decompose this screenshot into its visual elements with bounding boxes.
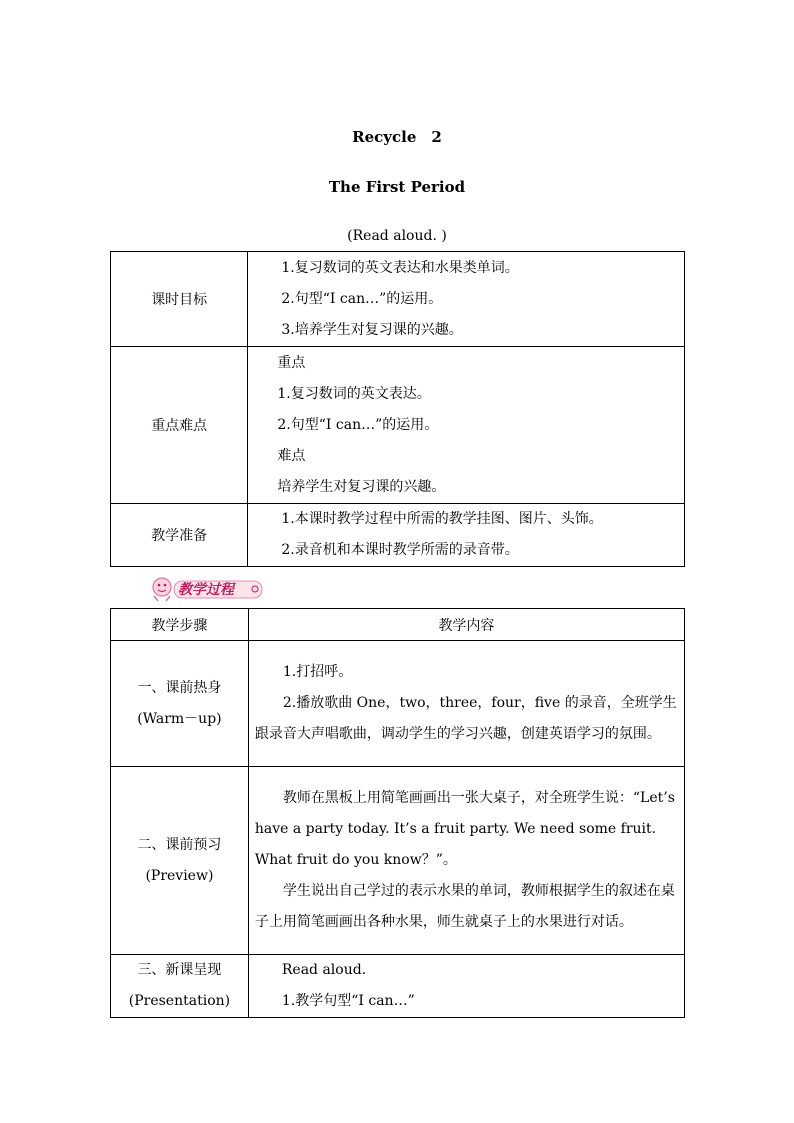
objective-line: 1.复习数词的英文表达和水果类单词。 bbox=[281, 259, 519, 276]
section-subtitle: (Read aloud. ) bbox=[347, 228, 447, 244]
step-title: 三、新课呈现 bbox=[137, 962, 222, 978]
objective-line: 3.培养学生对复习课的兴趣。 bbox=[281, 321, 463, 338]
preparation-line: 1.本课时教学过程中所需的教学挂图、图片、头饰。 bbox=[281, 511, 603, 527]
step-subtitle: (Preview) bbox=[145, 867, 214, 884]
content-paragraph: 学生说出自己学过的表示水果的单词，教师根据学生的叙述在桌子上用简笔画画出各种水果，师生就桌子上的水果进行对话。 bbox=[254, 883, 675, 930]
row-label-key-points: 重点难点 bbox=[111, 347, 248, 504]
process-table bbox=[110, 608, 685, 1018]
mascot-icon bbox=[153, 578, 171, 601]
objectives-table bbox=[110, 251, 685, 567]
step-preview-label bbox=[111, 767, 249, 955]
preparation-cell bbox=[248, 504, 685, 567]
step-title: 二、课前预习 bbox=[137, 836, 222, 853]
teaching-process-banner bbox=[148, 572, 266, 604]
key-point-line: 培养学生对复习课的兴趣。 bbox=[277, 478, 446, 495]
step-subtitle: (Warm－up) bbox=[137, 710, 222, 727]
page-title: Recycle 2 bbox=[352, 128, 442, 146]
key-point-line: 1.复习数词的英文表达。 bbox=[277, 385, 431, 402]
table-row bbox=[111, 347, 685, 504]
table-row bbox=[111, 252, 685, 347]
key-point-line: 重点 bbox=[277, 354, 306, 371]
table-row bbox=[111, 955, 685, 1018]
content-line: 1.教学句型“I can…” bbox=[281, 993, 415, 1009]
key-points-cell bbox=[248, 347, 685, 504]
period-title: The First Period bbox=[328, 178, 466, 196]
objective-line: 2.句型“I can…”的运用。 bbox=[281, 290, 443, 307]
table-row bbox=[111, 767, 685, 955]
header-content: 教学内容 bbox=[248, 609, 684, 641]
row-label-objectives: 课时目标 bbox=[111, 252, 248, 347]
step-warmup-label bbox=[111, 641, 249, 767]
banner-label: 教学过程 bbox=[178, 582, 234, 598]
step-subtitle: (Presentation) bbox=[128, 993, 231, 1009]
key-point-line: 2.句型“I can…”的运用。 bbox=[277, 416, 439, 433]
row-label-preparation: 教学准备 bbox=[111, 504, 248, 567]
warmup-content bbox=[248, 641, 684, 767]
presentation-content bbox=[248, 955, 684, 1018]
content-paragraph: 2.播放歌曲 One，two，three，four，five 的录音，全班学生跟录音大声唱歌曲，调动学生的学习兴趣，创建英语学习的氛围。 bbox=[254, 695, 677, 742]
content-line: Read aloud. bbox=[281, 962, 367, 978]
table-row bbox=[111, 504, 685, 567]
step-title: 一、课前热身 bbox=[137, 679, 222, 696]
key-point-line: 难点 bbox=[277, 447, 306, 464]
step-presentation-label bbox=[111, 955, 249, 1018]
content-line: 1.打招呼。 bbox=[282, 664, 353, 680]
preview-content bbox=[248, 767, 684, 955]
table-header-row bbox=[111, 609, 685, 641]
objectives-cell bbox=[248, 252, 685, 347]
table-row bbox=[111, 641, 685, 767]
preparation-line: 2.录音机和本课时教学所需的录音带。 bbox=[281, 542, 519, 558]
header-steps: 教学步骤 bbox=[111, 609, 249, 641]
content-paragraph: 教师在黑板上用简笔画画出一张大桌子，对全班学生说：“Let’s have a party today. It’s a fruit party. We need some fruit. What fruit do you know？”。 bbox=[254, 790, 675, 868]
